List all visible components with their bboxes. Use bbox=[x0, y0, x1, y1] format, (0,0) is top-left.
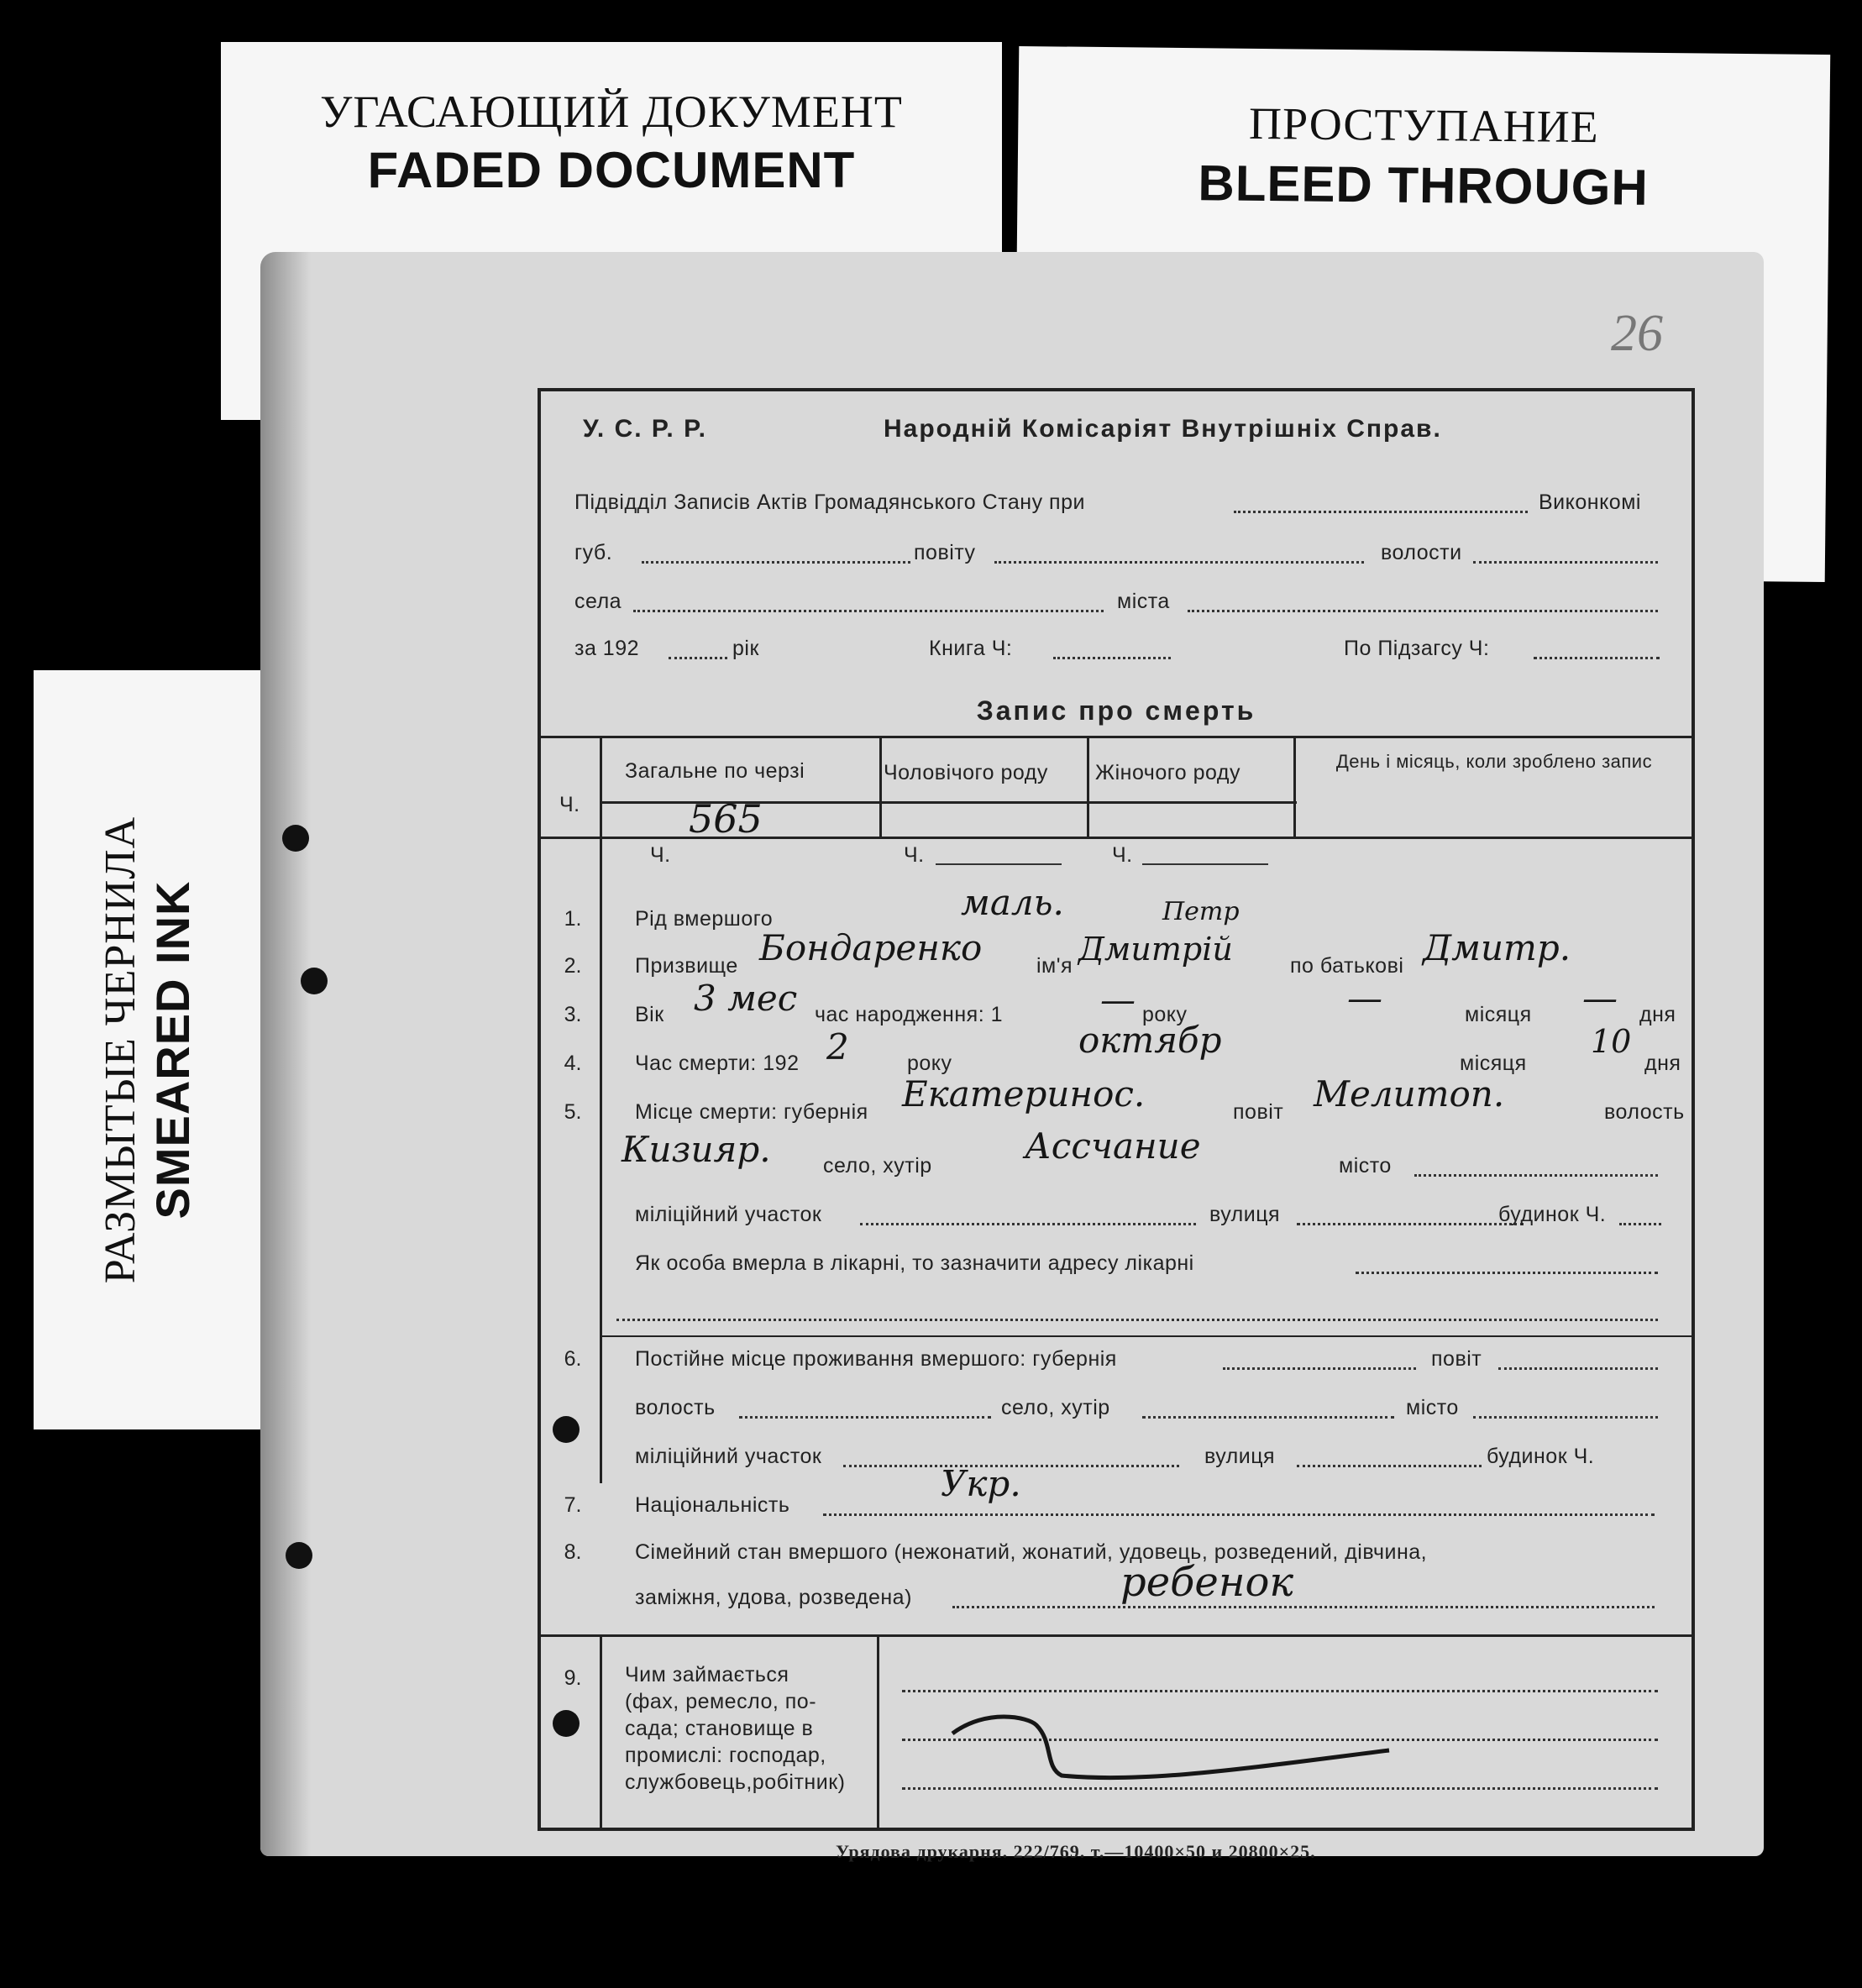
povit-blank bbox=[994, 561, 1364, 564]
birth-label: час народження: 1 bbox=[815, 1003, 1004, 1026]
name-value: Дмитрій bbox=[1078, 931, 1233, 968]
povit-label: повіту bbox=[914, 541, 976, 564]
bleed-label-ru: ПРОСТУПАНИЕ bbox=[1248, 97, 1599, 153]
death-roku-label: року bbox=[907, 1052, 952, 1075]
office-blank bbox=[1234, 511, 1528, 513]
volost-blank bbox=[1473, 561, 1658, 564]
name-label: ім'я bbox=[1036, 954, 1073, 978]
page-number: 26 bbox=[1611, 305, 1663, 362]
smeared-ink-label bbox=[34, 670, 262, 1429]
death-selo-value: Ассчание bbox=[1025, 1125, 1201, 1167]
sela-label: села bbox=[574, 590, 622, 613]
residence-misto-label: місто bbox=[1406, 1396, 1459, 1419]
volost-label: волости bbox=[1381, 541, 1462, 564]
row9-col-line bbox=[877, 1634, 879, 1831]
ch-small-2: Ч. bbox=[904, 843, 925, 867]
col-female-label: Жіночого роду bbox=[1095, 761, 1240, 784]
rid-label: Рід вмершого bbox=[635, 907, 774, 931]
bleed-label-en: BLEED THROUGH bbox=[1198, 155, 1650, 216]
mista-label: міста bbox=[1117, 590, 1170, 613]
col-line bbox=[1087, 736, 1089, 837]
death-militsia-blank bbox=[860, 1223, 1196, 1225]
death-selo-label: село, хутір bbox=[823, 1154, 932, 1178]
punch-hole bbox=[282, 825, 309, 852]
patronymic-value: Дмитр. bbox=[1423, 927, 1571, 968]
residence-selo-label: село, хутір bbox=[1001, 1396, 1110, 1419]
row-num-1: 1. bbox=[564, 907, 582, 931]
marital-blank bbox=[952, 1606, 1655, 1608]
row-num-2: 2. bbox=[564, 954, 582, 978]
gub-label: губ. bbox=[574, 541, 613, 564]
ch-small-3: Ч. bbox=[1112, 843, 1133, 867]
residence-label: Постійне місце проживання вмершого: губернія bbox=[635, 1347, 1117, 1371]
female-count-blank bbox=[1142, 863, 1268, 865]
age-value: 3 мес bbox=[694, 978, 798, 1019]
death-volost-value: Кизияр. bbox=[622, 1129, 771, 1170]
row-num-8: 8. bbox=[564, 1540, 582, 1564]
punch-hole bbox=[286, 1542, 312, 1569]
hospital-label: Як особа вмерла в лікарні, то зазначити адресу лікарні bbox=[635, 1251, 1194, 1275]
death-record-form bbox=[538, 388, 1695, 1831]
death-house-label: будинок Ч. bbox=[1498, 1203, 1607, 1226]
residence-volost-label: волость bbox=[635, 1396, 716, 1419]
form-title: Запис про смерть bbox=[976, 695, 1256, 726]
smear-label-en: SMEARED INK bbox=[145, 880, 199, 1220]
smear-label-ru: РАЗМЫТЫЕ ЧЕРНИЛА bbox=[96, 816, 144, 1284]
occupation-label-2: (фах, ремесло, по- bbox=[625, 1690, 817, 1713]
office-line-label: Підвідділ Записів Актів Громадянського Стану при bbox=[574, 490, 1085, 514]
record-number: 565 bbox=[689, 796, 763, 842]
death-place-label: Місце смерти: губернія bbox=[635, 1100, 868, 1124]
rik-label: рік bbox=[732, 637, 759, 660]
year-label: за 192 bbox=[574, 637, 640, 660]
rid-value: маль. bbox=[961, 882, 1064, 923]
residence-misto-blank bbox=[1473, 1416, 1658, 1419]
col-total-label: Загальне по черзі bbox=[625, 759, 805, 783]
death-time-label: Час смерти: 192 bbox=[635, 1052, 800, 1075]
marital-value: ребенок bbox=[1120, 1559, 1294, 1606]
death-day-label: дня bbox=[1644, 1052, 1681, 1075]
death-militsia-label: міліційний участок bbox=[635, 1203, 822, 1226]
row-num-7: 7. bbox=[564, 1493, 582, 1517]
book-label: Книга Ч: bbox=[929, 637, 1013, 660]
surname-value: Бондаренко bbox=[759, 927, 983, 968]
sheet-edge-shadow bbox=[260, 252, 311, 1856]
residence-house-label: будинок Ч. bbox=[1487, 1445, 1595, 1468]
col-date-label: День і місяць, коли зроблено запис bbox=[1335, 751, 1653, 772]
residence-povit-label: повіт bbox=[1431, 1347, 1482, 1371]
birth-day-dash: — bbox=[1582, 978, 1618, 1019]
residence-militsia-label: міліційний участок bbox=[635, 1445, 822, 1468]
residence-guberniya-blank bbox=[1223, 1367, 1416, 1370]
faded-label-ru: УГАСАЮЩИЙ ДОКУМЕНТ bbox=[320, 87, 903, 137]
col-male-label: Чоловічого роду bbox=[884, 761, 1048, 784]
printer-imprint: Урядова друкарня. 222/769. т.—10400×50 и 20800×25. bbox=[836, 1841, 1316, 1862]
row-num-3: 3. bbox=[564, 1003, 582, 1026]
death-misto-blank bbox=[1414, 1174, 1658, 1177]
residence-volost-blank bbox=[739, 1416, 991, 1419]
sela-blank bbox=[633, 610, 1104, 612]
book-blank bbox=[1053, 657, 1171, 659]
punch-hole bbox=[301, 968, 328, 994]
birth-year-dash: — bbox=[1100, 979, 1136, 1020]
podzapis-blank bbox=[1534, 657, 1660, 659]
residence-selo-blank bbox=[1142, 1416, 1394, 1419]
marital-label: Сімейний стан вмершого (нежонатий, жонатий, удовець, розведений, дівчина, bbox=[635, 1540, 1428, 1564]
gub-blank bbox=[642, 561, 910, 564]
mista-blank bbox=[1188, 610, 1658, 612]
podzapis-label: По Підзагсу Ч: bbox=[1344, 637, 1490, 660]
row5-divider bbox=[600, 1335, 1692, 1337]
row9-num-line bbox=[600, 1634, 602, 1831]
birth-month-dash: — bbox=[1347, 978, 1382, 1019]
birth-month-label: місяця bbox=[1465, 1003, 1532, 1026]
row-num-4: 4. bbox=[564, 1052, 582, 1075]
death-povit-label: повіт bbox=[1233, 1100, 1284, 1124]
year-blank bbox=[669, 657, 727, 659]
surname-label: Призвище bbox=[635, 954, 738, 978]
row-num-6: 6. bbox=[564, 1347, 582, 1371]
name-correction: Петр bbox=[1162, 897, 1240, 926]
occupation-label-1: Чим займається bbox=[625, 1663, 789, 1686]
table-top-line bbox=[541, 736, 1692, 738]
death-month-label: місяця bbox=[1460, 1052, 1527, 1075]
ch-label: Ч. bbox=[559, 793, 580, 816]
residence-povit-blank bbox=[1498, 1367, 1658, 1370]
header-ussr: У. С. Р. Р. bbox=[583, 415, 707, 443]
num-column-line bbox=[600, 736, 602, 1483]
office-vykonkom: Виконкомі bbox=[1539, 490, 1641, 514]
ch-small-1: Ч. bbox=[650, 843, 671, 867]
marital-label-2: заміжня, удова, розведена) bbox=[635, 1586, 912, 1609]
death-street-blank bbox=[1297, 1223, 1524, 1225]
birth-roku-label: року bbox=[1142, 1003, 1188, 1026]
death-volost-label: волость bbox=[1604, 1100, 1685, 1124]
death-year-value: 2 bbox=[826, 1026, 849, 1067]
occupation-label-3: сада; становище в bbox=[625, 1717, 814, 1740]
hospital-blank-2 bbox=[616, 1319, 1658, 1321]
nationality-label: Національність bbox=[635, 1493, 790, 1517]
col-line bbox=[1293, 736, 1296, 837]
death-guberniya-value: Екатеринос. bbox=[902, 1073, 1146, 1115]
death-day-value: 10 bbox=[1591, 1023, 1632, 1060]
residence-street-blank bbox=[1297, 1465, 1482, 1467]
nationality-value: Укр. bbox=[941, 1463, 1021, 1504]
hospital-blank bbox=[1356, 1272, 1658, 1274]
nationality-blank bbox=[823, 1513, 1655, 1516]
male-count-blank bbox=[936, 863, 1062, 865]
occupation-label-5: службовець,робітник) bbox=[625, 1770, 846, 1794]
header-commissariat: Народній Комісаріят Внутрішніх Справ. bbox=[884, 415, 1442, 443]
birth-day-label: дня bbox=[1639, 1003, 1676, 1026]
death-street-label: вулиця bbox=[1209, 1203, 1281, 1226]
age-label: Вік bbox=[635, 1003, 664, 1026]
death-povit-value: Мелитоп. bbox=[1314, 1073, 1505, 1115]
occupation-dash-stroke bbox=[936, 1683, 1406, 1792]
faded-label-en: FADED DOCUMENT bbox=[367, 142, 856, 198]
death-house-blank bbox=[1619, 1223, 1661, 1225]
col-line bbox=[879, 736, 882, 837]
patronymic-label: по батькові bbox=[1290, 954, 1404, 978]
row-num-5: 5. bbox=[564, 1100, 582, 1124]
residence-street-label: вулиця bbox=[1204, 1445, 1276, 1468]
death-misto-label: місто bbox=[1339, 1154, 1392, 1178]
row8-bottom-line bbox=[541, 1634, 1692, 1637]
occupation-label-4: промислі: господар, bbox=[625, 1744, 826, 1767]
row-num-9: 9. bbox=[564, 1666, 582, 1690]
death-month-value: октябр bbox=[1078, 1020, 1222, 1061]
